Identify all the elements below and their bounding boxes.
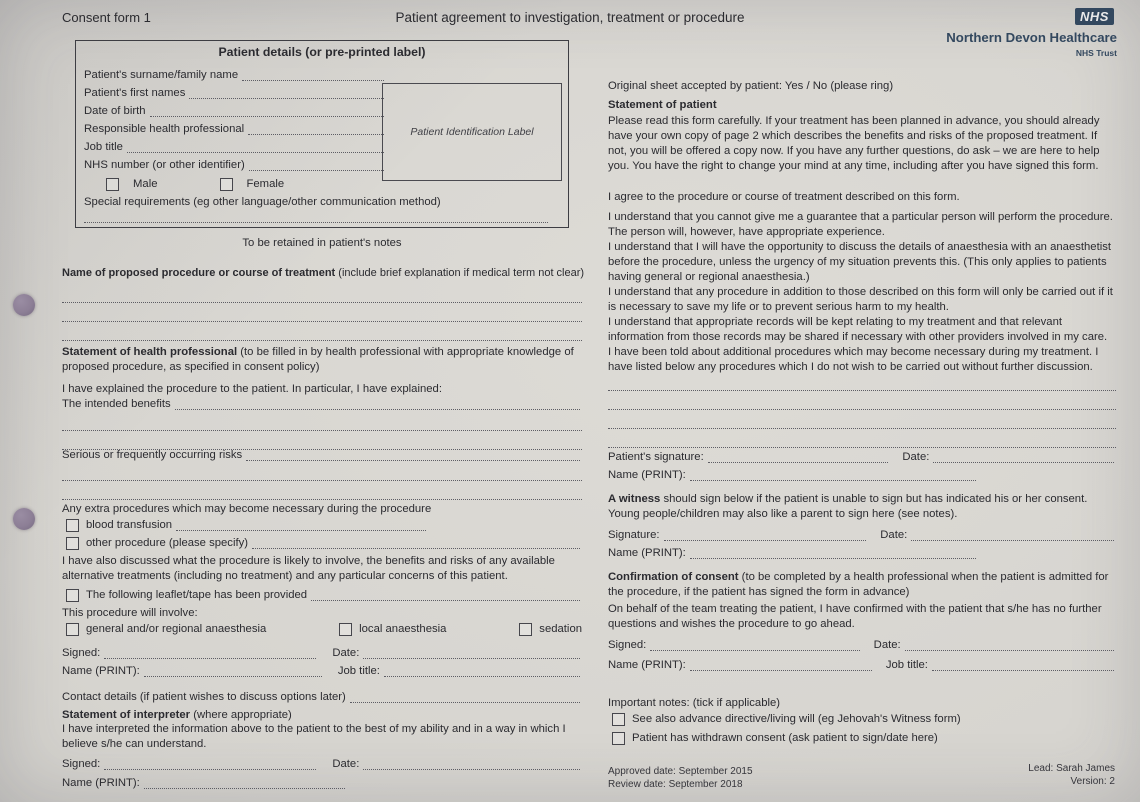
responsible-row xyxy=(84,119,386,137)
withdrawn-consent-checkbox[interactable] xyxy=(612,732,625,745)
signature-label: Signature: xyxy=(608,529,660,541)
leaflet-label: The following leaflet/tape has been provided xyxy=(86,589,308,601)
first-names-row xyxy=(84,83,386,101)
hp-job-title-line[interactable] xyxy=(384,665,580,677)
patient-name-row xyxy=(608,468,978,483)
hp-date-line[interactable] xyxy=(363,647,580,659)
hp-signed-row xyxy=(62,646,582,661)
witness-paragraph xyxy=(608,492,1116,522)
patient-identification-label-box xyxy=(382,83,562,181)
lead-version xyxy=(1028,763,1115,788)
sedation-label: sedation xyxy=(539,623,583,635)
male-label: Male xyxy=(133,178,158,190)
blood-transfusion-label: blood transfusion xyxy=(86,519,173,531)
job-title-label: Job title: xyxy=(337,665,380,677)
interpreter-heading-rest: (where appropriate) xyxy=(190,709,292,721)
risks-extra-line[interactable] xyxy=(62,462,582,481)
contact-details-row xyxy=(62,690,582,705)
procedure-line[interactable] xyxy=(62,322,582,341)
first-names-label: Patient's first names xyxy=(84,87,186,99)
leaflet-row xyxy=(66,588,582,603)
name-print-label: Name (PRINT): xyxy=(62,665,140,677)
nhs-number-label: NHS number (or other identifier) xyxy=(84,159,245,171)
confirmation-signed-line[interactable] xyxy=(650,639,859,651)
exclusions-lines xyxy=(608,372,1116,448)
nhs-logo: NHS xyxy=(1075,8,1114,25)
local-anaesthesia-checkbox[interactable] xyxy=(339,623,352,636)
date-label: Date: xyxy=(873,639,901,651)
health-professional-heading-rest: (to be filled in by health professional with appropriate knowledge of proposed procedure, as specified in consent policy) xyxy=(62,346,574,373)
date-label: Date: xyxy=(332,647,360,659)
procedure-lines xyxy=(62,284,582,341)
intended-benefits-line[interactable] xyxy=(175,398,580,410)
interpreter-heading-bold: Statement of interpreter xyxy=(62,709,191,721)
job-title-label: Job title: xyxy=(885,659,928,671)
on-behalf-paragraph: On behalf of the team treating the patient, I have confirmed with the patient that s/he has no further questions and wishes the procedure to go ahead. xyxy=(608,603,1102,630)
patient-signature-label: Patient's signature: xyxy=(608,451,704,463)
hole-punch-top xyxy=(13,294,35,316)
confirmation-heading-rest: (to be completed by a health professional when the patient is admitted for the procedure, if the patient has signed the form in advance) xyxy=(608,571,1109,598)
job-title-line[interactable] xyxy=(127,141,384,153)
dob-label: Date of birth xyxy=(84,105,146,117)
health-professional-heading xyxy=(62,345,582,375)
hole-punch-bottom xyxy=(13,508,35,530)
review-date: Review date: September 2018 xyxy=(608,778,743,790)
retain-note: To be retained in patient's notes xyxy=(242,237,402,249)
exclusions-line[interactable] xyxy=(608,372,1116,391)
local-anaesthesia-label: local anaesthesia xyxy=(359,623,447,635)
risks-extra-line[interactable] xyxy=(62,481,582,500)
female-checkbox[interactable] xyxy=(220,178,233,191)
witness-name-line[interactable] xyxy=(690,547,976,559)
important-notes-label: Important notes: (tick if applicable) xyxy=(608,697,781,709)
interpreter-text: I have interpreted the information above to the patient to the best of my ability and in a way in which I believe s/he can understand. xyxy=(62,723,566,750)
confirmation-name-row xyxy=(608,658,1116,673)
exclusions-line[interactable] xyxy=(608,410,1116,429)
statement-paragraph: I understand that I will have the opportunity to discuss the details of anaesthesia with an anaesthetist before the procedure, unless the urgency of my situation prevents this. (This only applies to patients having general or regional anaesthesia.) xyxy=(608,241,1112,283)
procedure-heading-rest: (include brief explanation if medical term not clear) xyxy=(335,267,585,279)
trust-subtitle: NHS Trust xyxy=(1075,48,1117,58)
trust-name: Northern Devon Healthcare xyxy=(946,30,1117,45)
confirmation-job-title-line[interactable] xyxy=(932,659,1114,671)
patient-signature-line[interactable] xyxy=(708,451,889,463)
interpreter-date-line[interactable] xyxy=(363,758,580,770)
advance-directive-row xyxy=(612,712,1116,727)
job-title-row xyxy=(84,137,386,155)
other-procedure-line[interactable] xyxy=(252,537,580,549)
statement-paragraph: I understand that appropriate records will be kept relating to my treatment and that relevant information from those records may be shared if necessary with other providers involved in my care. xyxy=(608,316,1108,343)
risks-lines xyxy=(62,462,582,500)
confirmation-signed-row xyxy=(608,638,1116,653)
hp-name-line[interactable] xyxy=(144,665,322,677)
blood-transfusion-checkbox[interactable] xyxy=(66,519,79,532)
intended-benefits-label: The intended benefits xyxy=(62,398,171,410)
statement-paragraph: I understand that you cannot give me a guarantee that a particular person will perform the procedure. The person will, however, have appropriate experience. xyxy=(608,211,1113,238)
procedure-heading xyxy=(62,266,585,281)
female-label: Female xyxy=(246,178,285,190)
dob-line[interactable] xyxy=(150,105,384,117)
involve-label: This procedure will involve: xyxy=(62,607,198,619)
patient-details-box xyxy=(75,40,569,228)
blood-transfusion-line[interactable] xyxy=(176,519,426,531)
statement-paragraph: I have been told about additional procedures which may become necessary during my treatment. I have listed below any procedures which I do not wish to be carried out without further discussion. xyxy=(608,346,1099,373)
interpreter-signed-line[interactable] xyxy=(104,758,316,770)
job-title-label: Job title xyxy=(84,141,123,153)
hp-signed-line[interactable] xyxy=(104,647,316,659)
leaflet-checkbox[interactable] xyxy=(66,589,79,602)
witness-rest: should sign below if the patient is unable to sign but has indicated his or her consent. Young people/children may also like a parent to sign here (see notes). xyxy=(608,493,1088,520)
patient-details-title: Patient details (or pre-printed label) xyxy=(218,45,426,59)
patient-date-line[interactable] xyxy=(933,451,1114,463)
date-label: Date: xyxy=(332,758,360,770)
name-print-label: Name (PRINT): xyxy=(608,469,686,481)
procedure-line[interactable] xyxy=(62,303,582,322)
dob-row xyxy=(84,101,386,119)
date-label: Date: xyxy=(880,529,908,541)
signed-label: Signed: xyxy=(608,639,647,651)
general-anaesthesia-checkbox[interactable] xyxy=(66,623,79,636)
intended-benefits-row xyxy=(62,397,582,412)
special-requirements-line[interactable] xyxy=(84,210,548,223)
nhs-number-row xyxy=(84,155,386,173)
discussed-text: I have also discussed what the procedure is likely to involve, the benefits and risks of any available alternative treatments (including no treatment) and any particular concerns of this patient. xyxy=(62,555,555,582)
witness-date-line[interactable] xyxy=(911,529,1114,541)
witness-bold: A witness xyxy=(608,493,661,505)
interpreter-heading xyxy=(62,708,582,723)
confirmation-heading xyxy=(608,570,1116,600)
risks-line[interactable] xyxy=(246,449,580,461)
page-title: Patient agreement to investigation, treatment or procedure xyxy=(395,10,745,25)
benefits-line[interactable] xyxy=(62,412,582,431)
contact-details-line[interactable] xyxy=(350,691,580,703)
first-names-line[interactable] xyxy=(189,87,384,99)
exclusions-line[interactable] xyxy=(608,429,1116,448)
version-number: Version: 2 xyxy=(1070,775,1115,787)
lead-name: Lead: Sarah James xyxy=(1028,763,1115,774)
responsible-line[interactable] xyxy=(248,123,384,135)
hp-name-row xyxy=(62,664,582,679)
surname-label: Patient's surname/family name xyxy=(84,69,239,81)
special-requirements-label: Special requirements (eg other language/other communication method) xyxy=(84,196,441,208)
anaesthesia-options-row xyxy=(66,622,582,637)
procedure-heading-bold: Name of proposed procedure or course of treatment xyxy=(62,267,336,279)
withdrawn-consent-label: Patient has withdrawn consent (ask patient to sign/date here) xyxy=(632,732,938,744)
advance-directive-checkbox[interactable] xyxy=(612,713,625,726)
name-print-label: Name (PRINT): xyxy=(62,777,140,789)
contact-details-label: Contact details (if patient wishes to discuss options later) xyxy=(62,691,346,703)
blood-transfusion-row xyxy=(66,518,582,533)
interpreter-name-row xyxy=(62,776,347,791)
name-print-label: Name (PRINT): xyxy=(608,659,686,671)
statement-paragraph: I understand that any procedure in addition to those described on this form will only be carried out if it is necessary to save my life or to prevent serious harm to my health. xyxy=(608,286,1113,313)
health-professional-heading-bold: Statement of health professional xyxy=(62,346,238,358)
risks-row xyxy=(62,448,582,463)
approved-date: Approved date: September 2015 xyxy=(608,766,753,777)
exclusions-line[interactable] xyxy=(608,391,1116,410)
form-number-label: Consent form 1 xyxy=(62,10,151,25)
date-label: Date: xyxy=(902,451,930,463)
confirmation-heading-bold: Confirmation of consent xyxy=(608,571,739,583)
patient-intro-paragraph: Please read this form carefully. If your treatment has been planned in advance, you should already have your own copy of page 2 which describes the benefits and risks of the proposed treatment. If not, you will be offered a copy now. If you have any further questions, do ask – we are here to help you. You have the right to change your mind at any time, including after you have signed this form. xyxy=(608,115,1100,172)
interpreter-name-line[interactable] xyxy=(144,777,345,789)
witness-signature-row xyxy=(608,528,1116,543)
interpreter-signed-row xyxy=(62,757,582,772)
nhs-number-line[interactable] xyxy=(249,159,384,171)
other-procedure-checkbox[interactable] xyxy=(66,537,79,550)
approval-dates xyxy=(608,766,753,791)
signed-label: Signed: xyxy=(62,647,101,659)
sedation-checkbox[interactable] xyxy=(519,623,532,636)
patient-signature-row xyxy=(608,450,1116,465)
statement-of-patient-heading: Statement of patient xyxy=(608,99,717,111)
witness-signature-line[interactable] xyxy=(664,529,867,541)
patient-identification-label: Patient Identification Label xyxy=(410,125,534,138)
explained-text: I have explained the procedure to the patient. In particular, I have explained: xyxy=(62,383,442,395)
name-print-label: Name (PRINT): xyxy=(608,547,686,559)
surname-line[interactable] xyxy=(242,69,384,81)
advance-directive-label: See also advance directive/living will (eg Jehovah's Witness form) xyxy=(632,713,961,725)
male-checkbox[interactable] xyxy=(106,178,119,191)
signed-label: Signed: xyxy=(62,758,101,770)
extra-procedures-label: Any extra procedures which may become necessary during the procedure xyxy=(62,503,432,515)
responsible-label: Responsible health professional xyxy=(84,123,245,135)
other-procedure-label: other procedure (please specify) xyxy=(86,537,249,549)
general-anaesthesia-label: general and/or regional anaesthesia xyxy=(86,623,267,635)
risks-label: Serious or frequently occurring risks xyxy=(62,449,243,461)
benefits-lines xyxy=(62,412,582,450)
original-sheet-note: Original sheet accepted by patient: Yes / No (please ring) xyxy=(608,80,894,92)
other-procedure-row xyxy=(66,536,582,551)
witness-name-row xyxy=(608,546,978,561)
confirmation-name-line[interactable] xyxy=(690,659,872,671)
leaflet-line[interactable] xyxy=(311,589,580,601)
patient-name-line[interactable] xyxy=(690,469,976,481)
procedure-line[interactable] xyxy=(62,284,582,303)
surname-row xyxy=(84,65,386,83)
withdrawn-consent-row xyxy=(612,731,1116,746)
statement-paragraph: I agree to the procedure or course of treatment described on this form. xyxy=(608,191,960,203)
confirmation-date-line[interactable] xyxy=(905,639,1114,651)
